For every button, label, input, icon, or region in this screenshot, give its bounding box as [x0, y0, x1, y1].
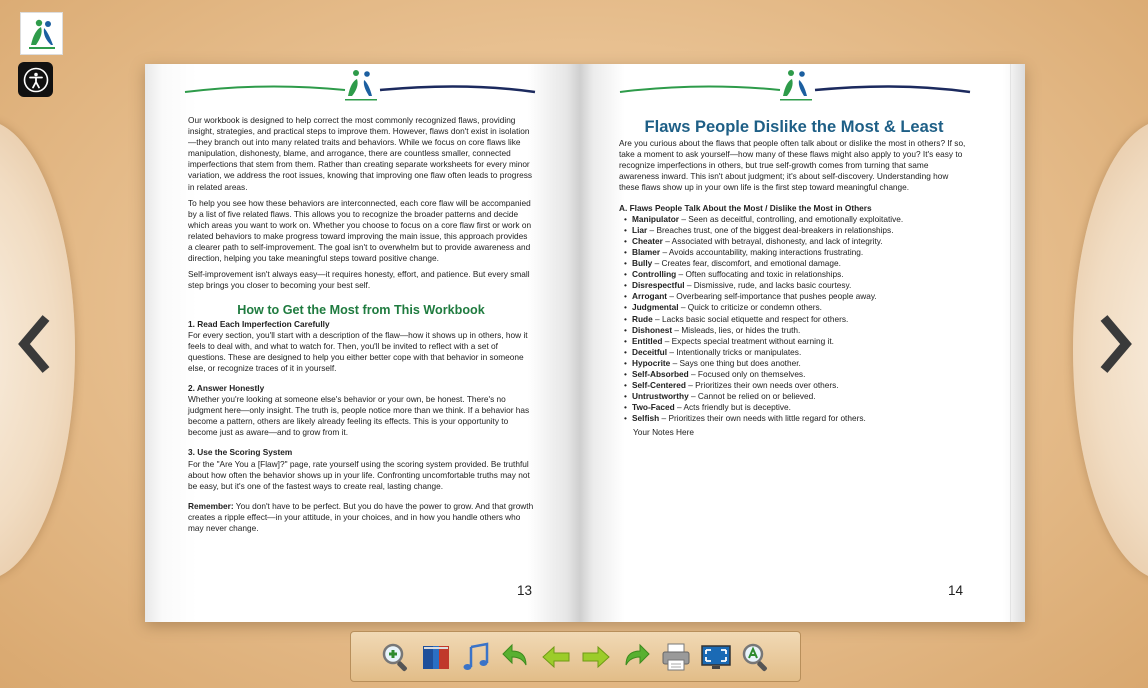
section-body: For every section, you'll start with a description of the flaw—how it shows up in others, how it feels to deal with, and what to watch for. Then, you'll be invited to reflect with a set of questions. These are designed to help you either better cope with that behavior in someone else, or recognize traces of it in yourself. [188, 329, 528, 373]
section-heading: 2. Answer Honestly [188, 382, 265, 393]
list-item: • Self-Centered – Prioritizes their own needs over others. [624, 380, 969, 391]
notes-label: Your Notes Here [633, 427, 695, 438]
print-icon[interactable] [658, 639, 694, 675]
viewer-toolbar [350, 631, 801, 682]
list-item: • Manipulator – Seen as deceitful, controlling, and emotionally exploitative. [624, 214, 969, 225]
next-page-icon[interactable] [578, 639, 614, 675]
section-title: How to Get the Most from This Workbook [237, 303, 485, 318]
list-item: • Untrustworthy – Cannot be relied on or believed. [624, 391, 969, 402]
remember-text: You don't have to be perfect. But you do have the power to grow. And that growth creates a ripple effect—in your attitude, in your choices, and in how you handle others who may never change. [188, 500, 534, 533]
list-item: • Bully – Creates fear, discomfort, and emotional damage. [624, 258, 969, 269]
page-13 [145, 64, 580, 622]
last-page-icon[interactable] [618, 639, 654, 675]
list-item: • Self-Absorbed – Focused only on themselves. [624, 369, 969, 380]
list-item: • Two-Faced – Acts friendly but is deceptive. [624, 402, 969, 413]
zoom-in-icon[interactable] [378, 639, 414, 675]
site-logo-icon[interactable] [20, 12, 63, 55]
search-icon[interactable] [738, 639, 774, 675]
page-14-body [619, 118, 969, 439]
list-item: • Liar – Breaches trust, one of the biggest deal-breakers in relationships. [624, 225, 969, 236]
previous-page-arrow-icon[interactable] [14, 312, 54, 376]
list-item: • Arrogant – Overbearing self-importance that pushes people away. [624, 291, 969, 302]
flipbook[interactable] [145, 64, 1025, 622]
music-icon[interactable] [458, 639, 494, 675]
page-header-logo-icon [145, 64, 580, 109]
paragraph: To help you see how these behaviors are interconnected, each core flaw will be accompanied by a list of five related flaws. This allows you to recognize the broader patterns and decide which areas you want to work on. Whether you choose to focus on a core flaw first or work on related behaviors to make progress toward improving the main issue, this approach provides a clearer path to self-improvement. The goal isn't to overwhelm but to provide awareness and direction, helping you take meaningful steps toward positive change. [188, 197, 532, 264]
remember-label: Remember: [188, 500, 234, 511]
previous-page-icon[interactable] [538, 639, 574, 675]
list-heading: A. Flaws People Talk About the Most / Dislike the Most in Others [619, 202, 872, 213]
page-header-logo-icon [580, 64, 1025, 109]
list-item: • Selfish – Prioritizes their own needs with little regard for others. [624, 413, 969, 424]
list-item: • Deceitful – Intentionally tricks or manipulates. [624, 347, 969, 358]
section-heading: 3. Use the Scoring System [188, 447, 293, 458]
list-item: • Rude – Lacks basic social etiquette and respect for others. [624, 314, 969, 325]
first-page-icon[interactable] [498, 639, 534, 675]
list-item: • Entitled – Expects special treatment without earning it. [624, 336, 969, 347]
intro-paragraph: Are you curious about the flaws that people often talk about or dislike the most in others? If so, take a moment to ask yourself—how many of these flaws might also apply to you? It's easy to recognize imperfections in others, but true self-growth comes from turning that same awareness inward. This isn't about judgment; it's about self-discovery. Understanding how these flaws show up in your own life is the first step toward meaningful change. [619, 138, 966, 193]
list-item: • Hypocrite – Says one thing but does another. [624, 358, 969, 369]
accessibility-icon[interactable] [18, 62, 53, 97]
section-body: Whether you're looking at someone else's behavior or your own, be honest. There's no judgment here—only insight. The truth is, people notice more than we think. If a behavior has become a pattern, others are likely already feeling its effects. This is your opportunity to become just as aware—and to grow from it. [188, 394, 530, 438]
next-page-arrow-icon[interactable] [1096, 312, 1136, 376]
list-item: • Cheater – Associated with betrayal, dishonesty, and lack of integrity. [624, 236, 969, 247]
page-title: Flaws People Dislike the Most & Least [644, 118, 944, 136]
page-number: 14 [948, 583, 964, 598]
table-of-contents-icon[interactable] [418, 639, 454, 675]
remember-note [188, 501, 534, 534]
list-item: • Judgmental – Quick to criticize or condemn others. [624, 302, 969, 313]
section-heading: 1. Read Each Imperfection Carefully [188, 318, 330, 329]
list-item: • Blamer – Avoids accountability, making interactions frustrating. [624, 247, 969, 258]
page-number: 13 [517, 583, 533, 598]
paragraph: Our workbook is designed to help correct the most commonly recognized flaws, providing insight, strategies, and practical steps to improve them. However, flaws don't exist in isolation—they branch out into many related traits and behaviors. While we focus on core flaws like manipulation, dishonesty, blame, and arrogance, there are countless smaller, connected imperfections that stem from them. Rather than creating separate worksheets for every minor variation, we address the root issues, knowing that improving one flaw often leads to progress in related areas. [188, 115, 533, 192]
list-item: • Controlling – Often suffocating and toxic in relationships. [624, 269, 969, 280]
paragraph: Self-improvement isn't always easy—it requires honesty, effort, and patience. But every small step brings you closer to becoming your best self. [188, 269, 530, 291]
section-body: For the "Are You a [Flaw]?" page, rate yourself using the scoring system provided. Be truthful about how often the behavior shows up in your life. Confronting uncomfortable truths may not be easy, but it's one of the fastest ways to create real, lasting change. [188, 458, 530, 491]
flaw-list [619, 214, 969, 425]
list-item: • Disrespectful – Dismissive, rude, and lacks basic courtesy. [624, 280, 969, 291]
list-item: • Dishonest – Misleads, lies, or hides the truth. [624, 325, 969, 336]
fullscreen-icon[interactable] [698, 639, 734, 675]
